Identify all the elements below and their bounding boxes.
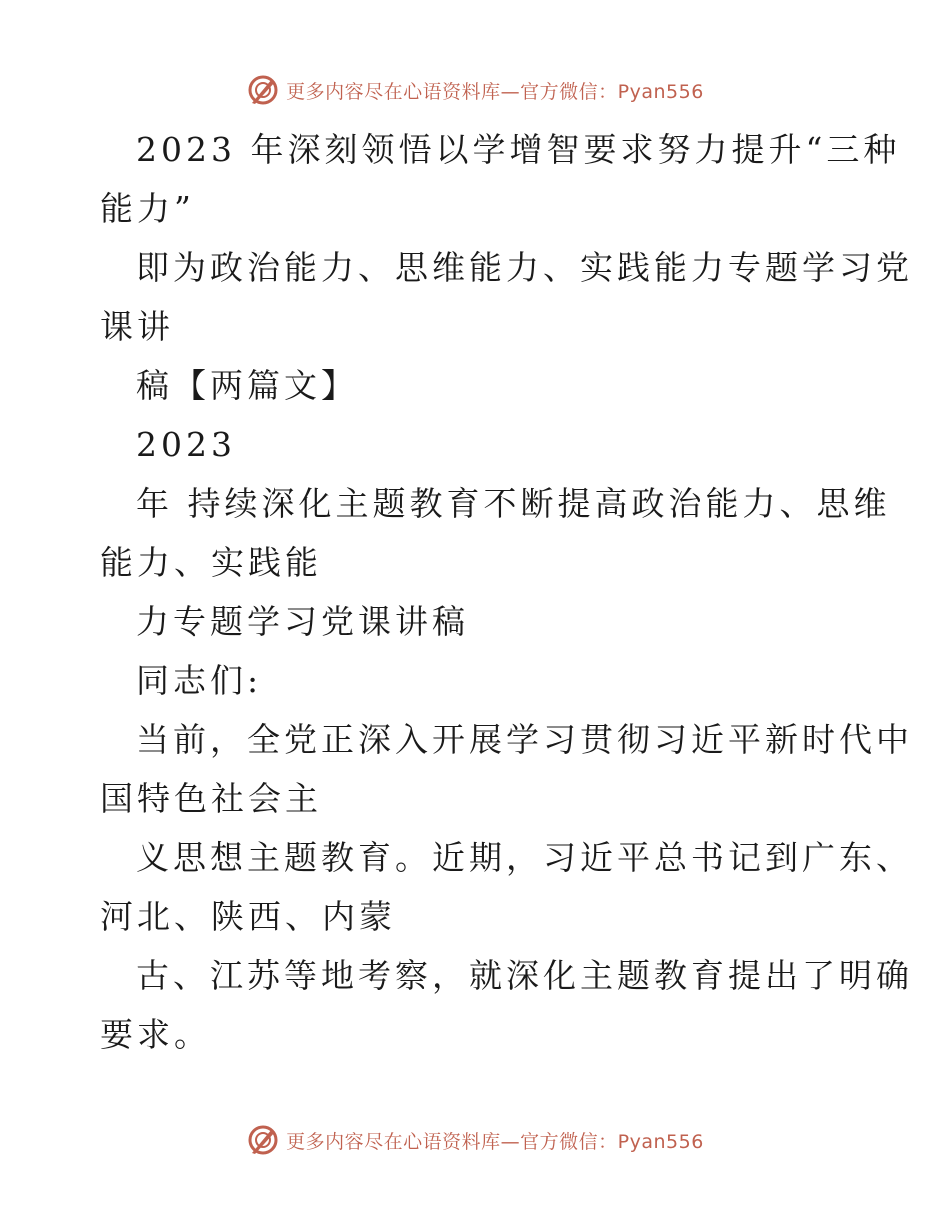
watermark-text: 更多内容尽在心语资料库—官方微信：Pyan556 <box>286 80 704 103</box>
text-line: 要求。 <box>100 1015 211 1054</box>
text-line: 当前，全党正深入开展学习贯彻习近平新时代中 <box>136 720 913 759</box>
watermark-text: 更多内容尽在心语资料库—官方微信：Pyan556 <box>286 1130 704 1153</box>
quill-pen-logo-icon <box>246 1123 280 1157</box>
text-line: 即为政治能力、思维能力、实践能力专题学习党 <box>136 248 913 287</box>
text-line: 力专题学习党课讲稿 <box>136 602 469 641</box>
text-line: 古、江苏等地考察，就深化主题教育提出了明确 <box>136 956 913 995</box>
text-line: 2023 年深刻领悟以学增智要求努力提升“三种 <box>136 130 901 169</box>
quill-pen-logo-icon <box>246 73 280 107</box>
footer-watermark <box>0 1120 950 1160</box>
text-line: 课讲 <box>100 307 174 346</box>
text-line: 河北、陕西、内蒙 <box>100 897 396 936</box>
document-body <box>100 120 913 1064</box>
text-line: 义思想主题教育。近期，习近平总书记到广东、 <box>136 838 913 877</box>
text-line: 能力、实践能 <box>100 543 322 582</box>
text-line: 能力” <box>100 189 195 228</box>
text-line: 国特色社会主 <box>100 779 322 818</box>
text-line: 2023 <box>136 425 236 464</box>
text-line: 年 持续深化主题教育不断提高政治能力、思维 <box>136 484 891 523</box>
text-line: 稿【两篇文】 <box>136 366 358 405</box>
text-line: 同志们: <box>136 661 263 700</box>
header-watermark <box>0 70 950 110</box>
